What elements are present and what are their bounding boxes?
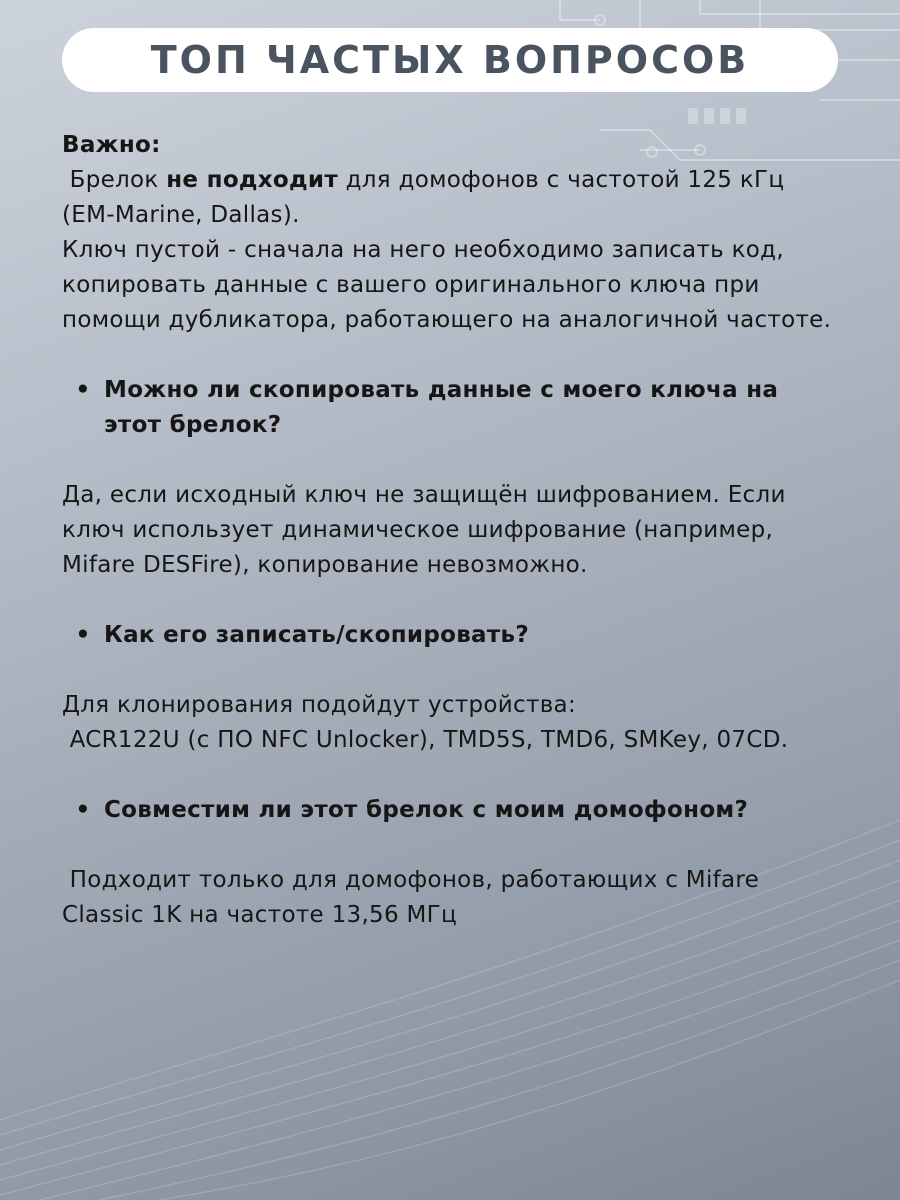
important-line-1-bold: не подходит (166, 167, 338, 193)
faq-question-2-text: Как его записать/скопировать? (104, 622, 529, 648)
faq-question-1 (62, 373, 842, 443)
important-line-2: Ключ пустой - сначала на него необходимо записать код, копировать данные с вашего оригинального ключа при помощи дубликатора, работающего на аналогичной частоте. (62, 237, 832, 333)
important-line-1 (62, 163, 842, 233)
faq-question-3 (62, 793, 842, 828)
faq-answer-3: Подходит только для домофонов, работающих с Mifare Classic 1K на частоте 13,56 МГц (62, 867, 767, 928)
bullet-icon: • (75, 377, 91, 403)
important-line-1-suffix: для домофонов с частотой 125 кГц (EM-Marine, Dallas). (62, 167, 785, 228)
bullet-icon: • (75, 797, 91, 823)
faq-question-1-text: Можно ли скопировать данные с моего ключа на этот брелок? (104, 377, 779, 438)
faq-content (62, 128, 842, 933)
faq-answer-1: Да, если исходный ключ не защищён шифрованием. Если ключ использует динамическое шифрование (например, Mifare DESFire), копирование невозможно. (62, 482, 786, 578)
faq-question-3-text: Совместим ли этот брелок с моим домофоном? (104, 797, 749, 823)
page-title: ТОП ЧАСТЫХ ВОПРОСОВ (150, 38, 750, 82)
important-heading: Важно: (62, 132, 161, 158)
bullet-icon: • (75, 622, 91, 648)
faq-answer-2-line-1: Для клонирования подойдут устройства: (62, 692, 576, 718)
important-line-1-prefix: Брелок (62, 167, 167, 193)
title-banner (62, 28, 838, 92)
faq-question-2 (62, 618, 842, 653)
faq-answer-2-line-2: ACR122U (с ПО NFC Unlocker), TMD5S, TMD6, SMKey, 07CD. (62, 727, 789, 753)
